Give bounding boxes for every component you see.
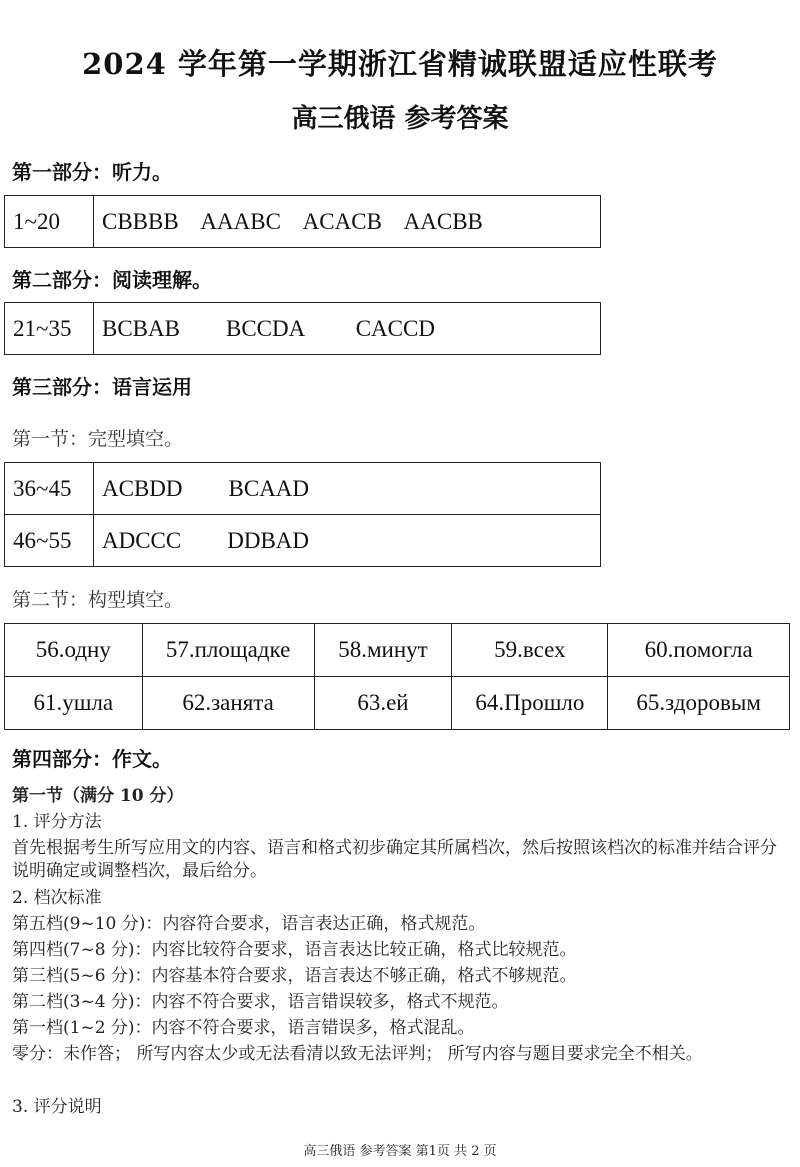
zero-score-text: 零分：未作答； 所写内容太少或无法看清以致无法评判； 所写内容与题目要求完全不相关。 [12, 1044, 703, 1064]
table-row [5, 515, 601, 567]
answer-range: 1~20 [5, 196, 94, 248]
level-3: 第三档(5~6 分)：内容基本符合要求，语言表达不够正确，格式不够规范。 [12, 966, 577, 986]
part3-cloze-table [4, 462, 601, 567]
method-heading: 1. 评分方法 [12, 812, 102, 832]
answer-range: 46~55 [5, 515, 94, 567]
level-2: 第二档(3~4 分)：内容不符合要求，语言错误较多，格式不规范。 [12, 992, 509, 1012]
part3-section2-heading: 第二节：构型填空。 [12, 589, 184, 611]
answer-cell: 58.минут [314, 624, 452, 677]
answer-values: ACBDD BCAAD [94, 463, 601, 515]
answer-values: CBBBB AAABC ACACB AACBB [94, 196, 601, 248]
part4-section1-heading: 第一节（满分 10 分） [12, 786, 184, 806]
table-row [5, 196, 601, 248]
part2-heading: 第二部分：阅读理解。 [12, 268, 212, 292]
level-5: 第五档(9~10 分)：内容符合要求，语言表达正确，格式规范。 [12, 914, 486, 934]
table-row [5, 463, 601, 515]
part3-heading: 第三部分：语言运用 [12, 375, 192, 399]
part1-heading: 第一部分：听力。 [12, 160, 172, 184]
answer-cell: 60.помогла [608, 624, 790, 677]
answer-cell: 61.ушла [5, 677, 143, 730]
table-row [5, 677, 790, 730]
answer-range: 36~45 [5, 463, 94, 515]
part1-answer-table [4, 195, 601, 248]
answer-cell: 59.всех [452, 624, 608, 677]
part4-heading: 第四部分：作文。 [12, 747, 172, 771]
answer-cell: 56.одну [5, 624, 143, 677]
method-text: 首先根据考生所写应用文的内容、语言和格式初步确定其所属档次，然后按照该档次的标准并结合评分说明确定或调整档次，最后给分。 [12, 838, 777, 881]
answer-cell: 65.здоровым [608, 677, 790, 730]
answer-values: BCBAB BCCDA CACCD [94, 303, 601, 355]
document-title: 2024 学年第一学期浙江省精诚联盟适应性联考 [82, 47, 718, 81]
level-4: 第四档(7~8 分)：内容比较符合要求，语言表达比较正确，格式比较规范。 [12, 940, 577, 960]
answer-values: ADCCC DDBAD [94, 515, 601, 567]
notes-heading: 3. 评分说明 [12, 1097, 102, 1117]
page-footer: 高三俄语 参考答案 第1页 共 2 页 [303, 1144, 497, 1159]
part3-word-form-table [4, 623, 790, 730]
table-row [5, 303, 601, 355]
answer-cell: 57.площадке [142, 624, 314, 677]
standard-heading: 2. 档次标准 [12, 888, 102, 908]
answer-cell: 64.Прошло [452, 677, 608, 730]
answer-cell: 62.занята [142, 677, 314, 730]
level-1: 第一档(1~2 分)：内容不符合要求，语言错误多，格式混乱。 [12, 1018, 475, 1038]
table-row [5, 624, 790, 677]
answer-cell: 63.ей [314, 677, 452, 730]
document-subtitle: 高三俄语 参考答案 [291, 104, 509, 134]
part2-answer-table [4, 302, 601, 355]
part3-section1-heading: 第一节：完型填空。 [12, 428, 184, 450]
answer-range: 21~35 [5, 303, 94, 355]
